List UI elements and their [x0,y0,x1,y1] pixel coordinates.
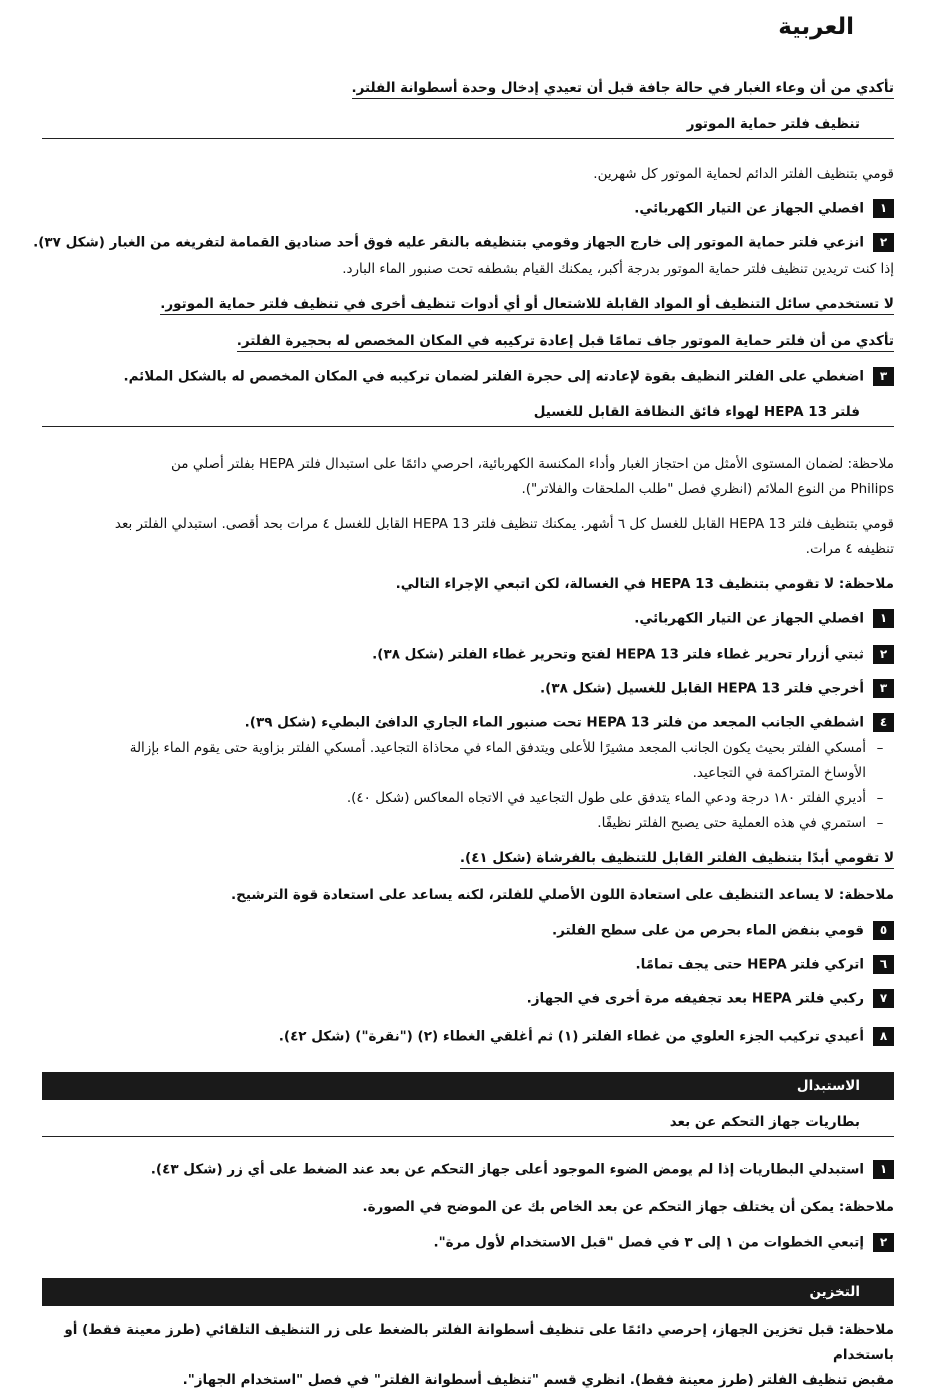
step-text: اشطفي الجانب المجعد من فلتر HEPA 13 تحت صنبور الماء الجاري الدافئ البطيء (شكل ٣٩). [244,714,864,731]
note-line: Philips من النوع الملائم (انظري فصل "طلب الملحقات والفلاتر"). [521,481,894,497]
step-b3 [540,679,894,698]
step-number: ٢ [873,233,894,252]
step-number: ٢ [873,645,894,664]
step-text: افصلي الجهاز عن التيار الكهربائي. [634,610,864,627]
paragraph-line: قومي بتنظيف فلتر HEPA 13 القابل للغسل كل ٦ أشهر. يمكنك تنظيف فلتر HEPA 13 القابل للغسل ٤ مرات بحد أقصى. استبدلي الفلتر بعد [114,516,894,532]
step-c7 [527,989,894,1008]
step-b4 [245,713,894,732]
step-c6 [635,955,894,974]
step-number: ٥ [873,921,894,940]
step-text: إتبعي الخطوات من ١ إلى ٣ في فصل "قبل الاستخدام لأول مرة". [433,1234,864,1251]
divider [42,1136,894,1137]
dash-icon: – [876,815,884,831]
language-title: العربية [778,14,854,40]
step-text: ركبي فلتر HEPA بعد تجفيفه مرة أخرى في الجهاز. [526,990,864,1007]
warning-no-detergent: لا تستخدمي سائل التنظيف أو المواد القابلة للاشتعال أو أي أدوات تنظيف أخرى في تنظيف فلتر حماية الموتور. [160,296,894,315]
bullet-text: أديري الفلتر ١٨٠ درجة ودعي الماء يتدفق على طول التجاعيد في الاتجاه المعاكس (شكل ٤٠). [346,790,866,806]
step-r1 [151,1160,894,1179]
step-number: ٣ [873,367,894,386]
step-text: أعيدي تركيب الجزء العلوي من غطاء الفلتر (١) ثم أغلقي الغطاء (٢) ("نقرة") (شكل ٤٢). [278,1028,864,1045]
bullet-continue [597,811,894,836]
bullet-rotate-filter [347,786,894,811]
step-text: ثبتي أزرار تحرير غطاء فلتر HEPA 13 لفتح وتحرير غطاء الفلتر (شكل ٣٨). [372,646,864,663]
paragraph-line: تنظيفه ٤ مرات. [805,541,894,557]
bullet-text: استمري في هذه العملية حتى يصبح الفلتر نظيفًا. [597,815,866,831]
section-bar-replacement: الاستبدال [42,1072,894,1100]
note-line: ملاحظة: قبل تخزين الجهاز، إحرصي دائمًا على تنظيف أسطوانة الفلتر بالضغط على زر التنظيف التلقائي (طرز معينة فقط) أو باستخدام [64,1322,894,1363]
warning-dust-container: تأكدي من أن وعاء الغبار في حالة جافة قبل أن تعيدي إدخال وحدة أسطوانة الفلتر. [352,80,895,99]
section-bar-storage: التخزين [42,1278,894,1306]
step-number: ٦ [873,955,894,974]
step-b1 [634,609,894,628]
bullet-text: أمسكي الفلتر بحيث يكون الجانب المجعد مشيرًا للأعلى ويتدفق الماء في محاذاة التجاعيد. أمسكي الفلتر بزاوية حتى يقوم الماء بإزالة [129,740,866,756]
dash-icon: – [876,790,884,806]
note-storage [0,1318,894,1393]
note-no-washing-machine: ملاحظة: لا تقومي بتنظيف HEPA 13 في الغسالة، لكن اتبعي الإجراء التالي. [395,576,894,592]
note-line: مقبض تنظيف الفلتر (طرز معينة فقط). انظري قسم "تنظيف أسطوانة الفلتر" في فصل "استخدام الجهاز". [182,1372,894,1388]
step-number: ٢ [873,1233,894,1252]
heading-motor-filter: تنظيف فلتر حماية الموتور [686,116,860,132]
bullet-hold-filter [130,736,894,786]
paragraph-rinse-tip: إذا كنت تريدين تنظيف فلتر حماية الموتور بدرجة أكبر، يمكنك القيام بشطفه تحت صنبور الماء البارد. [342,261,894,277]
step-number: ١ [873,199,894,218]
step-c5 [552,921,894,940]
paragraph-hepa-frequency [115,512,894,562]
note-line: ملاحظة: لضمان المستوى الأمثل من احتجاز الغبار وأداء المكنسة الكهربائية، احرصي دائمًا على استبدال فلتر HEPA بفلتر أصلي من [171,456,894,472]
bullet-text: الأوساخ المتراكمة في التجاعيد. [692,765,866,781]
step-number: ٣ [873,679,894,698]
step-a1 [634,199,894,218]
step-text: قومي بنفض الماء بحرص من على سطح الفلتر. [551,922,864,939]
step-number: ٨ [873,1027,894,1046]
step-b2 [372,645,894,664]
step-number: ٧ [873,989,894,1008]
warning-no-brush: لا تقومي أبدًا بتنظيف الفلتر القابل للتنظيف بالفرشاة (شكل ٤١). [460,850,894,869]
note-remote-differs: ملاحظة: يمكن أن يختلف جهاز التحكم عن بعد الخاص بك عن الموضح في الصورة. [362,1199,894,1215]
step-c8 [279,1027,894,1046]
note-hepa-replacement [171,452,894,502]
warning-dry-before-refit: تأكدي من أن فلتر حماية الموتور جاف تمامًا قبل إعادة تركيبه في المكان المخصص له بحجيرة الفلتر. [237,333,894,352]
step-text: انزعي فلتر حماية الموتور إلى خارج الجهاز وقومي بتنظيفه بالنقر عليه فوق أحد صناديق القمامة لتفريغه من الغبار (شكل ٣٧). [33,234,864,251]
step-text: اتركي فلتر HEPA حتى يجف تمامًا. [635,956,864,973]
step-a2 [33,233,894,252]
step-number: ١ [873,609,894,628]
step-number: ١ [873,1160,894,1179]
heading-remote-batteries: بطاريات جهاز التحكم عن بعد [669,1114,860,1130]
step-text: أخرجي فلتر HEPA 13 القابل للغسيل (شكل ٣٨). [540,680,864,697]
step-text: افصلي الجهاز عن التيار الكهربائي. [634,200,864,217]
paragraph-motor-frequency: قومي بتنظيف الفلتر الدائم لحماية الموتور كل شهرين. [593,166,894,182]
step-a3 [123,367,894,386]
step-text: استبدلي البطاريات إذا لم يومض الضوء الموجود أعلى جهاز التحكم عن بعد عند الضغط على أي زر (شكل ٤٣). [150,1161,864,1178]
heading-hepa-filter: فلتر HEPA 13 لهواء فائق النظافة القابل للغسيل [533,404,860,420]
dash-icon: – [876,740,884,756]
step-text: اضغطي على الفلتر النظيف بقوة لإعادته إلى حجرة الفلتر لضمان تركيبه في المكان المخصص له بالشكل الملائم. [123,368,864,385]
divider [42,426,894,427]
note-color-restoration: ملاحظة: لا يساعد التنظيف على استعادة اللون الأصلي للفلتر، لكنه يساعد على استعادة قوة الترشيح. [230,887,894,903]
step-r2 [434,1233,894,1252]
divider [42,138,894,139]
step-number: ٤ [873,713,894,732]
